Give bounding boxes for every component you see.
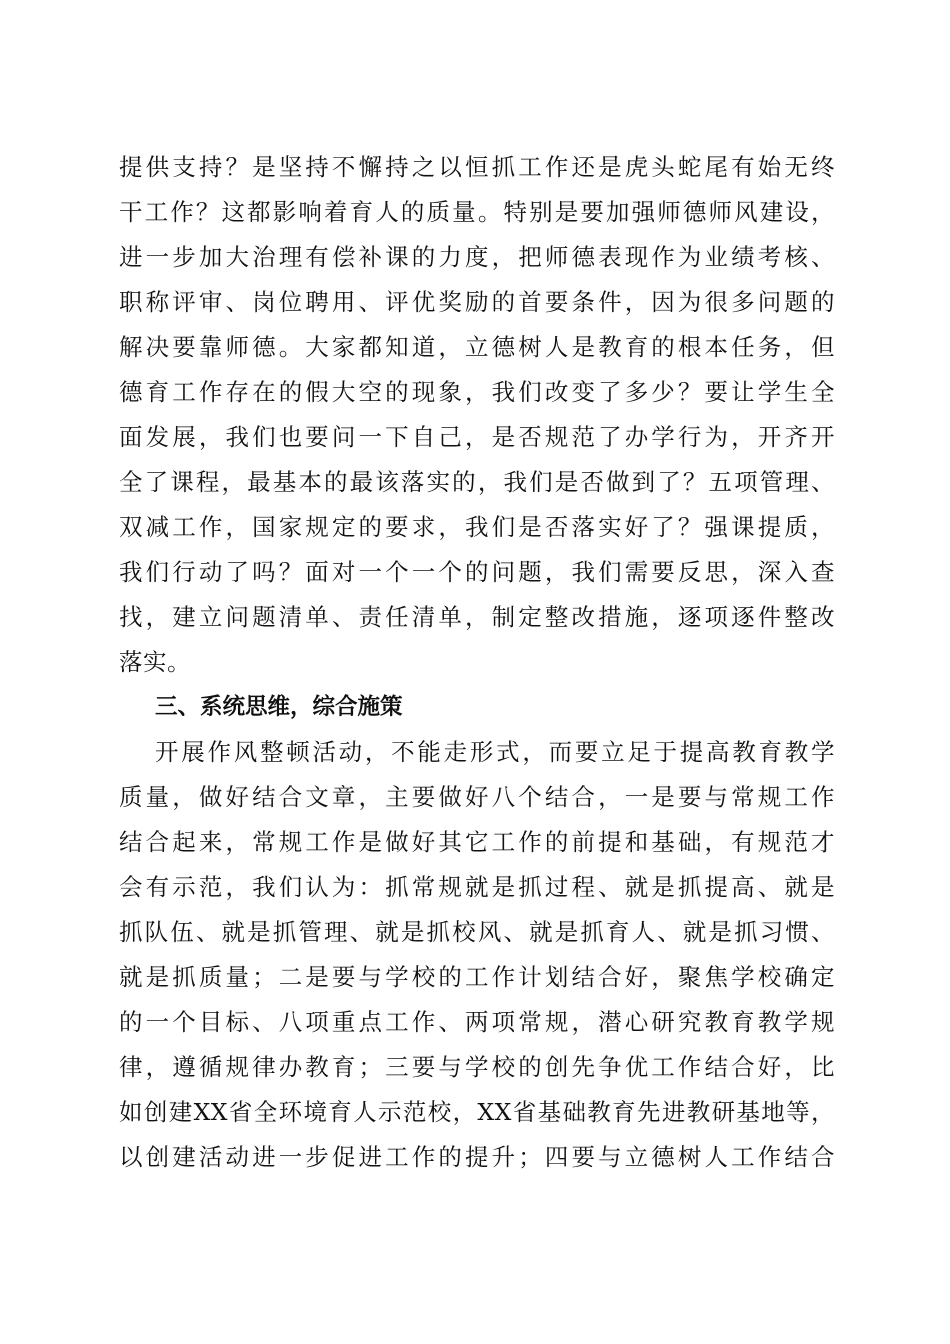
paragraph-line: 以创建活动进一步促进工作的提升；四要与立德树人工作结合: [119, 1143, 835, 1171]
paragraph-line: 职称评审、岗位聘用、评优奖励的首要条件，因为很多问题的: [119, 288, 835, 316]
paragraph-2: [119, 730, 835, 1180]
paragraph-line: 的一个目标、八项重点工作、两项常规，潜心研究教育教学规: [119, 1008, 835, 1036]
paragraph-line: 结合起来，常规工作是做好其它工作的前提和基础，有规范才: [119, 828, 835, 856]
paragraph-line: 进一步加大治理有偿补课的力度，把师德表现作为业绩考核、: [119, 243, 835, 271]
paragraph-line: 会有示范，我们认为：抓常规就是抓过程、就是抓提高、就是: [119, 873, 835, 901]
paragraph-line: 德育工作存在的假大空的现象，我们改变了多少？要让学生全: [119, 378, 835, 406]
paragraph-line: 如创建XX省全环境育人示范校，XX省基础教育先进教研基地等，: [119, 1098, 835, 1126]
paragraph-line: 双减工作，国家规定的要求，我们是否落实好了？强课提质，: [119, 513, 835, 541]
paragraph-line: 抓队伍、就是抓管理、就是抓校风、就是抓育人、就是抓习惯、: [119, 918, 835, 946]
paragraph-line: 落实。: [119, 648, 191, 676]
paragraph-1: [119, 145, 835, 685]
paragraph-line: 我们行动了吗？面对一个一个的问题，我们需要反思，深入查: [119, 558, 835, 586]
paragraph-line: 开展作风整顿活动，不能走形式，而要立足于提高教育教学: [155, 738, 835, 766]
paragraph-line: 解决要靠师德。大家都知道，立德树人是教育的根本任务，但: [119, 333, 835, 361]
paragraph-line: 提供支持？是坚持不懈持之以恒抓工作还是虎头蛇尾有始无终: [119, 153, 835, 181]
paragraph-line: 质量，做好结合文章，主要做好八个结合，一是要与常规工作: [119, 783, 835, 811]
document-body: [119, 145, 835, 1180]
paragraph-line: 找，建立问题清单、责任清单，制定整改措施，逐项逐件整改: [119, 603, 835, 631]
paragraph-line: 律，遵循规律办教育；三要与学校的创先争优工作结合好，比: [119, 1053, 835, 1081]
paragraph-line: 就是抓质量；二是要与学校的工作计划结合好，聚焦学校确定: [119, 963, 835, 991]
paragraph-line: 干工作？这都影响着育人的质量。特别是要加强师德师风建设，: [119, 198, 835, 226]
paragraph-line: 全了课程，最基本的最该落实的，我们是否做到了？五项管理、: [119, 468, 835, 496]
paragraph-line: 面发展，我们也要问一下自己，是否规范了办学行为，开齐开: [119, 423, 835, 451]
section-heading: 三、系统思维，综合施策: [155, 694, 403, 720]
